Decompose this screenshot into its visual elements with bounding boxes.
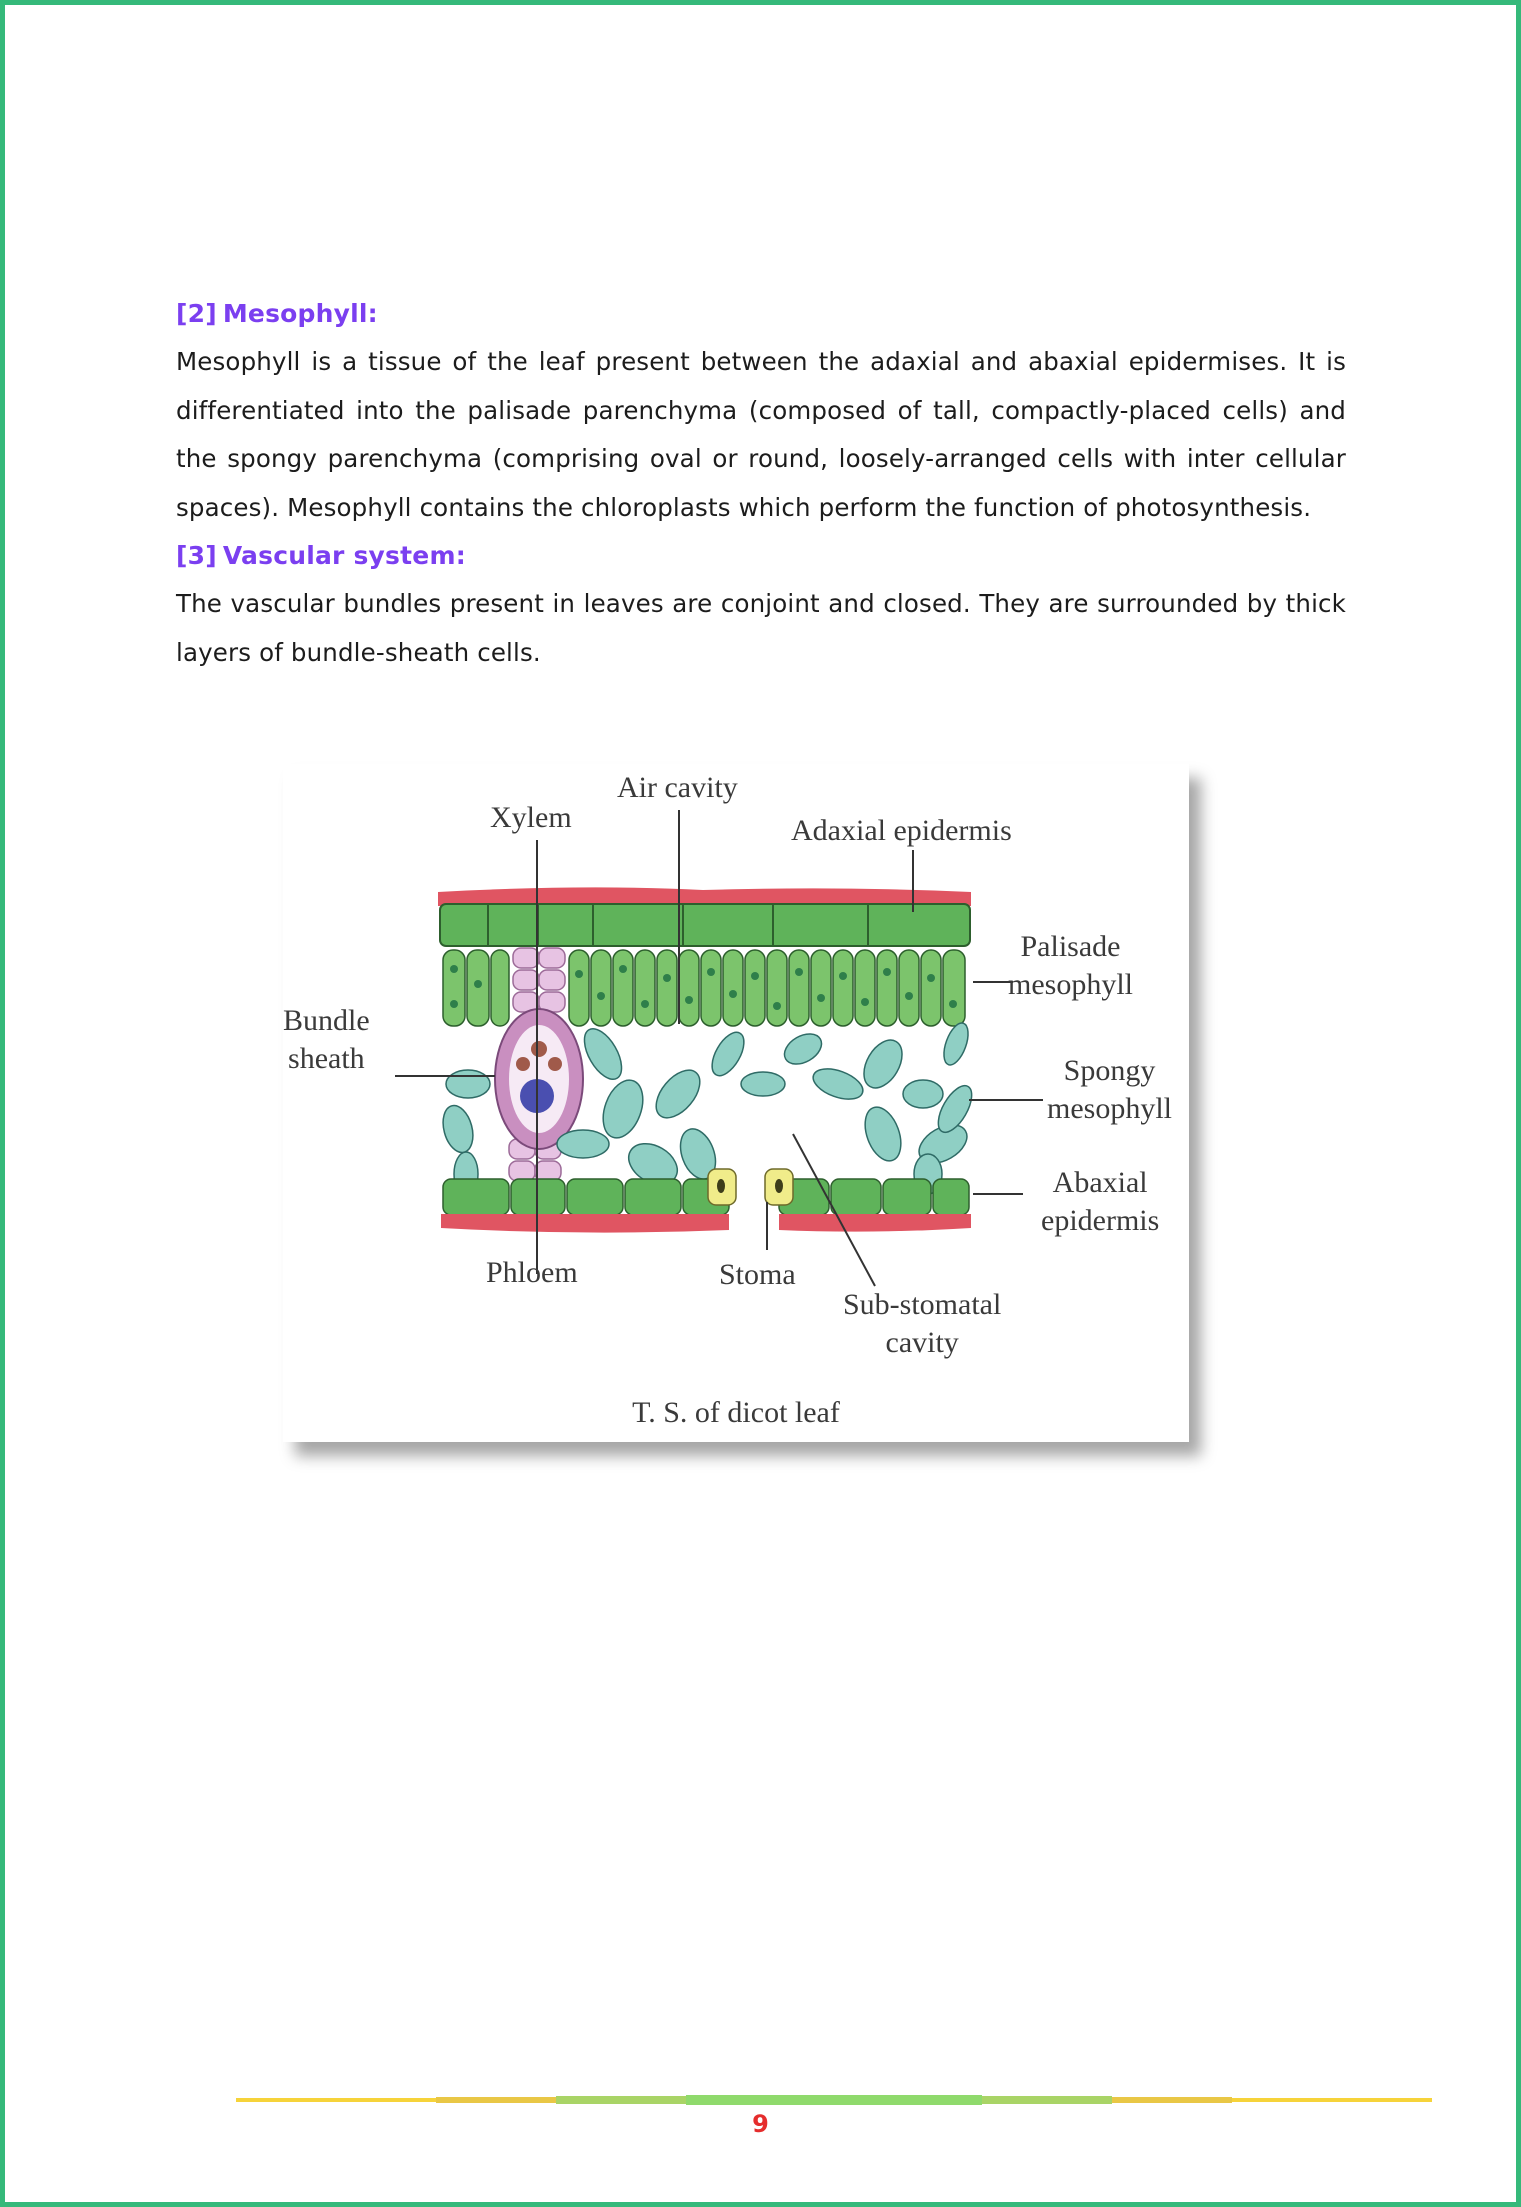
- section-title: Vascular system:: [222, 541, 466, 570]
- label-abaxial-epidermis: Abaxial epidermis: [1041, 1166, 1160, 1237]
- page-number: 9: [752, 2110, 769, 2138]
- mesophyll-paragraph: Mesophyll is a tissue of the leaf present between the adaxial and abaxial epidermises. It is differentiated into the palisade parenchyma (composed of tall, compactly-placed cells) and the spongy parenchyma (comprising oval or round, loosely-arranged cells with inter cellular spaces). Mesophyll contains the chloroplasts which perform the function of photosynthesis.: [176, 347, 1346, 522]
- footer-divider: [236, 2093, 1432, 2107]
- label-phloem: Phloem: [486, 1256, 578, 1289]
- label-palisade-mesophyll: Palisade mesophyll: [1008, 930, 1133, 1001]
- leaf-cross-section-figure: [283, 764, 1189, 1442]
- section-number: [3]: [176, 541, 217, 570]
- label-xylem: Xylem: [490, 801, 572, 834]
- vascular-system-paragraph: The vascular bundles present in leaves are conjoint and closed. They are surrounded by thick layers of bundle-sheath cells.: [176, 589, 1346, 667]
- section-number: [2]: [176, 299, 217, 328]
- label-bundle-sheath: Bundle sheath: [283, 1004, 370, 1075]
- label-sub-stomatal-cavity: Sub-stomatal cavity: [843, 1288, 1002, 1359]
- label-stoma: Stoma: [719, 1258, 796, 1291]
- section-title: Mesophyll:: [222, 299, 378, 328]
- section-heading-vascular-system: [176, 532, 1346, 580]
- label-spongy-mesophyll: Spongy mesophyll: [1047, 1054, 1172, 1125]
- section-heading-mesophyll: [176, 290, 1346, 338]
- label-adaxial-epidermis: Adaxial epidermis: [791, 814, 1012, 847]
- figure-caption: T. S. of dicot leaf: [632, 1396, 840, 1429]
- label-air-cavity: Air cavity: [617, 771, 738, 804]
- page-content: [176, 290, 1346, 677]
